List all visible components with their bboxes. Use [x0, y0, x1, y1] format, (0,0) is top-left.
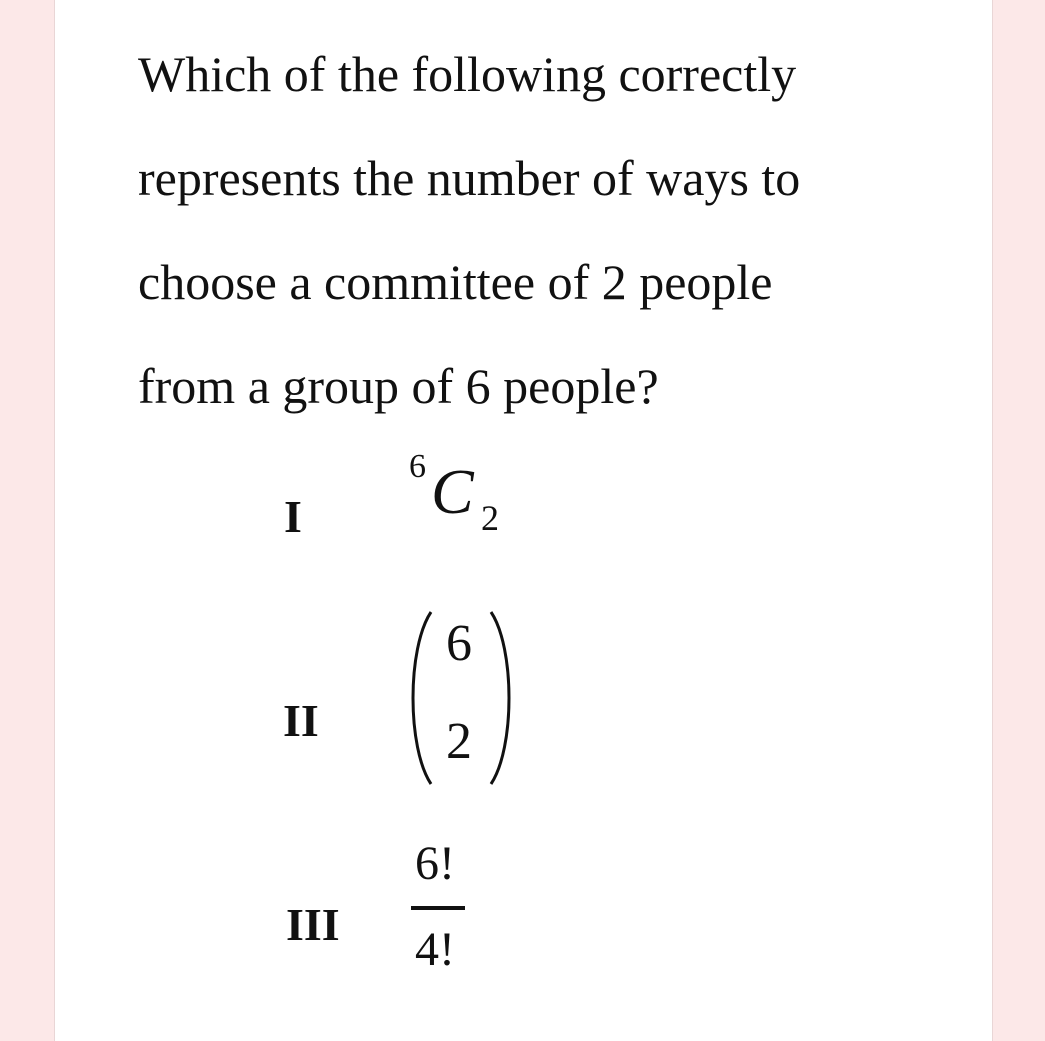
- binomial-coefficient: [399, 608, 523, 788]
- fraction-denominator: 4!: [415, 923, 455, 976]
- option-label-ii: II: [283, 695, 319, 746]
- right-paren-icon: [483, 608, 523, 788]
- option-label-iii: III: [286, 899, 340, 950]
- question-line: from a group of 6 people?: [138, 358, 659, 414]
- question-line: represents the number of ways to: [138, 150, 801, 206]
- fraction-bar: [411, 906, 465, 910]
- option-label-i: I: [284, 491, 302, 542]
- fraction-numerator: 6!: [415, 837, 455, 890]
- binomial-top: 6: [446, 615, 472, 672]
- combination-r: 2: [481, 498, 499, 538]
- combination-notation: [409, 450, 519, 550]
- question-line: Which of the following correctly: [138, 46, 797, 102]
- combination-n: 6: [409, 448, 426, 485]
- question-line: choose a committee of 2 people: [138, 254, 773, 310]
- binomial-bottom: 2: [446, 713, 472, 770]
- question-text: [138, 22, 938, 438]
- factorial-fraction: [411, 837, 491, 990]
- left-paren-icon: [399, 608, 439, 788]
- combination-symbol: C: [431, 456, 474, 527]
- document-page: [54, 0, 993, 1041]
